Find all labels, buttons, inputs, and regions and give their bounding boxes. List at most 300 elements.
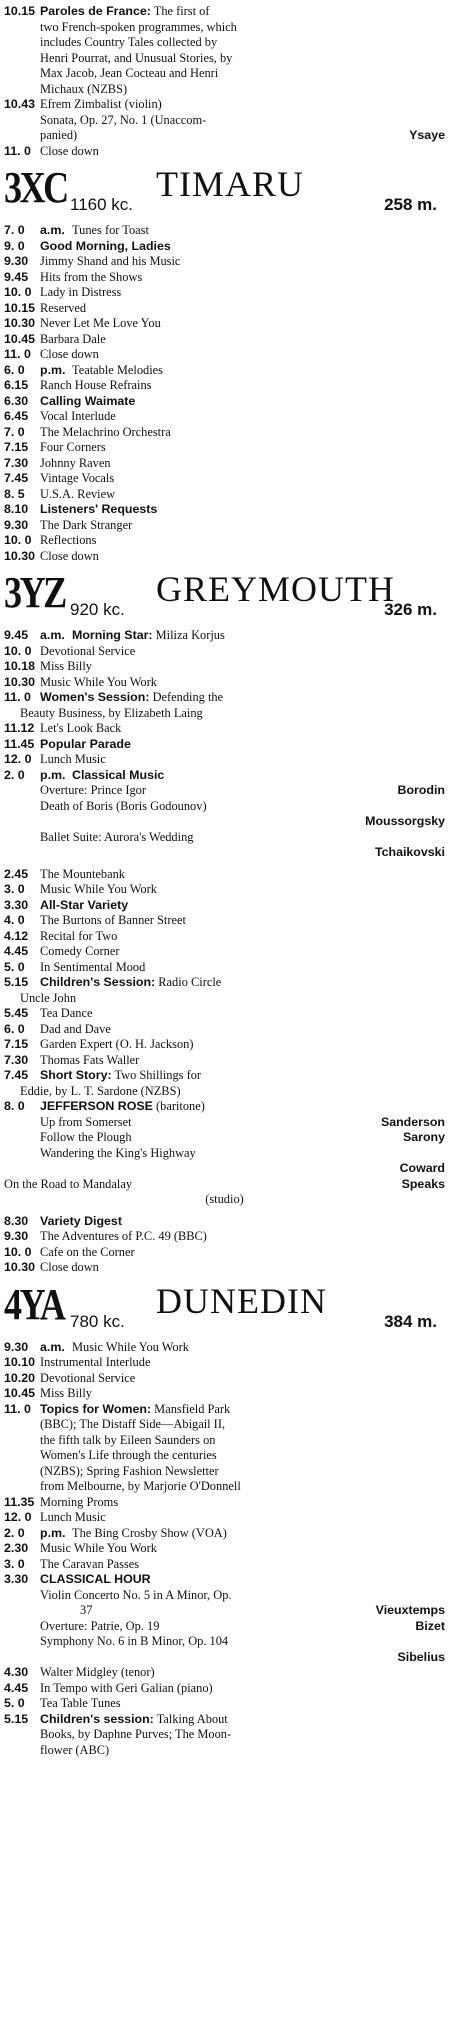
station-header (4, 568, 445, 622)
programme-description: Cafe on the Corner (40, 1244, 135, 1259)
continuation-line (4, 1464, 445, 1480)
programme-text (40, 144, 445, 160)
programme-description: Close down (40, 1260, 99, 1274)
programme-text (40, 270, 445, 286)
programme-text (40, 471, 445, 487)
programme-time: 7.30 (4, 1052, 29, 1067)
programme-text (40, 1510, 445, 1526)
programme-text (40, 1541, 445, 1557)
programme-time: 8. 0 (4, 1099, 25, 1113)
programme-row (4, 867, 445, 883)
programme-title: Women's Session: (40, 690, 150, 704)
programme-description: Thomas Fats Waller (40, 1052, 140, 1067)
programme-description: In Tempo with Geri Galian (piano) (40, 1680, 213, 1695)
continuation-text: Henri Pourrat, and Unusual Stories, by (40, 50, 233, 65)
programme-text (40, 347, 445, 363)
programme-time: 9. 0 (4, 238, 25, 253)
station-wavelength: 384 m. (384, 1311, 437, 1331)
programme-row (4, 1099, 445, 1115)
programme-row (4, 1510, 445, 1526)
musical-work (4, 783, 445, 799)
continuation-line (4, 1727, 445, 1743)
programme-description: Let's Look Back (40, 721, 122, 735)
programme-text (40, 549, 445, 565)
programme-text (40, 929, 445, 945)
programme-time: 10.30 (4, 316, 36, 330)
programme-row (4, 254, 445, 270)
programme-text (40, 239, 445, 255)
programme-time: 8.10 (4, 502, 29, 516)
programme-description: Comedy Corner (40, 944, 120, 958)
continuation-line (4, 1433, 445, 1449)
programme-description: The Melachrino Orchestra (40, 424, 171, 439)
programme-title: Paroles de France: (40, 4, 151, 18)
programme-row (4, 1386, 445, 1402)
programme-text (40, 1386, 445, 1402)
programme-time: 5.15 (4, 975, 29, 989)
musical-work (4, 799, 445, 815)
programme-title: Children's Session: (40, 975, 156, 989)
programme-time: 10.15 (4, 300, 36, 315)
continuation-line (4, 35, 445, 51)
programme-time: 10.45 (4, 331, 36, 346)
programme-description: Devotional Service (40, 643, 136, 658)
programme-row (4, 960, 445, 976)
composer-name: Borodin (397, 783, 445, 797)
programme-row (4, 752, 445, 768)
programme-time: 6.30 (4, 393, 29, 408)
programme-text (40, 1495, 445, 1511)
programme-description: U.S.A. Review (40, 486, 116, 501)
programme-row (4, 1402, 445, 1418)
programme-time: 7. 0 (4, 424, 25, 439)
work-title: Death of Boris (Boris Godounov) (40, 798, 207, 813)
programme-text (40, 332, 445, 348)
programme-text (40, 659, 445, 675)
programme-text (40, 425, 445, 441)
station-wavelength: 258 m. (384, 195, 437, 214)
programme-time: 7.30 (4, 455, 29, 470)
musical-work (4, 1634, 445, 1650)
programme-time: 7.45 (4, 471, 29, 485)
programme-row (4, 1037, 445, 1053)
programme-row (4, 768, 445, 784)
programme-description: Reflections (40, 533, 97, 547)
programme-time: 9.30 (4, 1229, 29, 1243)
programme-text (40, 1402, 445, 1418)
programme-row (4, 270, 445, 286)
station-callsign: 4YA (4, 1279, 64, 1329)
programme-row (4, 316, 445, 332)
programme-text (40, 882, 445, 898)
continuation-line (4, 1448, 445, 1464)
programme-row (4, 1712, 445, 1728)
programme-time: 9.45 (4, 628, 29, 642)
continuation-line (4, 51, 445, 67)
programme-time: 7.15 (4, 1037, 29, 1051)
programme-time: 10.10 (4, 1355, 36, 1369)
programme-title: All-Star Variety (40, 897, 129, 912)
programme-time: 12. 0 (4, 1510, 32, 1524)
programme-time: 8. 5 (4, 486, 25, 501)
work-title: Violin Concerto No. 5 in A Minor, Op. (40, 1587, 232, 1602)
continuation-text: (studio) (205, 1192, 244, 1206)
programme-description: Recital for Two (40, 928, 118, 943)
programme-time: 10. 0 (4, 643, 32, 658)
continuation-line (4, 991, 445, 1007)
programme-description: Four Corners (40, 440, 106, 454)
programme-text (40, 1665, 445, 1681)
programme-row (4, 549, 445, 565)
programme-row (4, 518, 445, 534)
programme-text (72, 363, 445, 379)
programme-text (40, 1371, 445, 1387)
programme-text (40, 1572, 445, 1588)
programme-time: 2.30 (4, 1541, 29, 1555)
programme-row (4, 144, 445, 160)
musical-work (4, 1603, 445, 1619)
programme-description: Miliza Korjus (155, 628, 225, 642)
programme-description: The Mountebank (40, 866, 125, 881)
programme-time: 4. 0 (4, 913, 25, 927)
programme-time: 6. 0 (4, 1021, 25, 1036)
continuation-line (4, 128, 445, 144)
programme-row (4, 239, 445, 255)
programme-text (40, 285, 445, 301)
programme-description: The Adventures of P.C. 49 (BBC) (40, 1229, 207, 1243)
programme-time: 2. 0 (4, 767, 25, 782)
continuation-line (4, 66, 445, 82)
programme-row (4, 1229, 445, 1245)
programme-time: 10.45 (4, 1386, 36, 1400)
programme-row (4, 1681, 445, 1697)
station-header (4, 163, 445, 217)
programme-time: 10.18 (4, 659, 36, 673)
station-city: GREYMOUTH (156, 569, 395, 609)
continuation-text: Michaux (NZBS) (40, 81, 128, 96)
continuation-text: from Melbourne, by Marjorie O'Donnell (40, 1479, 241, 1493)
programme-time: 4.45 (4, 1680, 29, 1695)
programme-description: Devotional Service (40, 1370, 136, 1385)
continuation-text: Max Jacob, Jean Cocteau and Henri (40, 66, 219, 80)
work-title: Follow the Plough (40, 1130, 132, 1144)
station-section (4, 1280, 445, 1759)
programme-text (40, 1260, 445, 1276)
programme-description: Miss Billy (40, 659, 92, 673)
programme-text (40, 394, 445, 410)
programme-description: Teatable Melodies (72, 362, 163, 377)
continuation-line (4, 20, 445, 36)
station-frequency: 780 kc. (70, 1311, 125, 1331)
station-callsign: 3XC (4, 163, 67, 212)
programme-title: Calling Waimate (40, 393, 136, 408)
station-header (4, 1280, 445, 1334)
composer-name: Ysaye (409, 128, 445, 142)
programme-description: Music While You Work (40, 882, 157, 896)
programme-time: 12. 0 (4, 752, 32, 766)
programme-row (4, 975, 445, 991)
programme-row (4, 1022, 445, 1038)
programme-text (40, 97, 445, 113)
programme-description: Lunch Music (40, 1510, 106, 1524)
programme-text (40, 4, 445, 20)
continuation-line (4, 1192, 445, 1208)
programme-text (40, 301, 445, 317)
programme-meridiem: a.m. (40, 223, 65, 237)
programme-row (4, 301, 445, 317)
programme-row (4, 1557, 445, 1573)
programme-row (4, 1355, 445, 1371)
programme-time: 11. 0 (4, 347, 31, 361)
programme-description: Lady in Distress (40, 285, 122, 299)
programme-time: 10. 0 (4, 1244, 32, 1259)
programme-time: 11.45 (4, 736, 35, 751)
programme-description: The Burtons of Banner Street (40, 913, 186, 927)
programme-row (4, 1371, 445, 1387)
programme-text (40, 1022, 445, 1038)
continuation-line (4, 113, 445, 129)
programme-time: 4.12 (4, 928, 29, 943)
programme-time: 2.45 (4, 866, 29, 881)
programme-row (4, 882, 445, 898)
work-title: Overture: Patrie, Op. 19 (40, 1618, 160, 1633)
programme-row (4, 347, 445, 363)
programme-text (40, 533, 445, 549)
programme-row (4, 1006, 445, 1022)
programme-description: Tea Table Tunes (40, 1696, 121, 1710)
programme-description: Never Let Me Love You (40, 316, 161, 330)
programme-row (4, 1526, 445, 1542)
programme-text (40, 975, 445, 991)
programme-text (40, 1696, 445, 1712)
programme-description: Close down (40, 548, 99, 563)
programme-row (4, 628, 445, 644)
composer-name: Vieuxtemps (375, 1603, 445, 1617)
programme-row (4, 1541, 445, 1557)
programme-time: 3. 0 (4, 882, 25, 896)
programme-row (4, 737, 445, 753)
programme-description: Miss Billy (40, 1386, 92, 1400)
programme-time: 9.30 (4, 254, 29, 268)
continuation-text: Uncle John (20, 990, 77, 1005)
programme-time: 9.30 (4, 517, 29, 532)
programme-meridiem: p.m. (40, 1525, 66, 1540)
programme-text (40, 721, 445, 737)
programme-description: (baritone) (156, 1099, 205, 1113)
composer-name: Speaks (401, 1176, 445, 1191)
programme-time: 3.30 (4, 1572, 29, 1586)
programme-time: 5. 0 (4, 1696, 25, 1710)
programme-time: 10.20 (4, 1370, 36, 1385)
programme-title: Topics for Women: (40, 1401, 152, 1416)
programme-text (40, 440, 445, 456)
programme-row (4, 502, 445, 518)
continuation-text: the fifth talk by Eileen Saunders on (40, 1432, 216, 1447)
programme-row (4, 223, 445, 239)
composer-name: Sarony (402, 1130, 445, 1144)
musical-work (4, 1146, 445, 1162)
programme-description: Defending the (152, 690, 224, 704)
musical-work (4, 1588, 445, 1604)
programme-row (4, 1665, 445, 1681)
work-title: Overture: Prince Igor (40, 783, 146, 797)
programme-row (4, 1214, 445, 1230)
programme-row (4, 929, 445, 945)
programme-description: Close down (40, 347, 99, 361)
continuation-text: two French-spoken programmes, which (40, 19, 237, 34)
programme-description: The Caravan Passes (40, 1556, 140, 1571)
programme-row (4, 1340, 445, 1356)
programme-time: 11.12 (4, 721, 35, 735)
programme-text (40, 944, 445, 960)
programme-row (4, 285, 445, 301)
programme-time: 8.30 (4, 1213, 29, 1228)
programme-time: 5.45 (4, 1006, 29, 1020)
programme-text (72, 628, 445, 644)
programme-text (40, 1229, 445, 1245)
programme-row (4, 721, 445, 737)
musical-work (4, 1115, 445, 1131)
programme-time: 10. 0 (4, 285, 32, 299)
programme-time: 7.45 (4, 1068, 29, 1082)
station-city: DUNEDIN (156, 1280, 327, 1321)
programme-description: Morning Proms (40, 1494, 119, 1509)
programme-title: Morning Star: (72, 628, 153, 642)
composer-name: Sanderson (380, 1114, 445, 1129)
programme-text (40, 960, 445, 976)
composer-name: Tchaikovski (374, 845, 445, 859)
programme-text (40, 518, 445, 534)
programme-meridiem: a.m. (40, 628, 65, 642)
programme-text (40, 1355, 445, 1371)
programme-description: Talking About (156, 1711, 228, 1726)
programme-description: Tunes for Toast (72, 223, 149, 237)
programme-title: JEFFERSON ROSE (40, 1099, 153, 1113)
programme-text (40, 867, 445, 883)
programme-time: 10.30 (4, 1260, 36, 1274)
continuation-text: (BBC); The Distaff Side—Abigail II, (40, 1417, 226, 1431)
programme-description: The first of (153, 4, 210, 18)
programme-title: Listeners' Requests (40, 502, 158, 516)
work-title: Symphony No. 6 in B Minor, Op. 104 (40, 1634, 229, 1648)
programme-row (4, 378, 445, 394)
station-frequency: 920 kc. (70, 600, 125, 619)
programme-text (72, 1526, 445, 1542)
programme-text (40, 1053, 445, 1069)
continuation-text: includes Country Tales collected by (40, 35, 218, 49)
programme-description: Music While You Work (40, 1541, 157, 1555)
programme-time: 11. 0 (4, 690, 31, 704)
programme-description: Lunch Music (40, 752, 106, 766)
programme-row (4, 1068, 445, 1084)
programme-time: 4.45 (4, 944, 29, 958)
musical-work (4, 1177, 445, 1193)
station-city: TIMARU (156, 164, 304, 204)
programme-text (40, 1245, 445, 1261)
programme-text (40, 254, 445, 270)
programme-time: 9.30 (4, 1339, 29, 1354)
programme-row (4, 487, 445, 503)
programme-text (40, 1214, 445, 1230)
programme-description: Vocal Interlude (40, 409, 116, 423)
programme-text (40, 316, 445, 332)
work-title: 37 (80, 1603, 93, 1617)
programme-text (40, 456, 445, 472)
programme-row (4, 394, 445, 410)
composer-name: Bizet (415, 1618, 445, 1633)
programme-row (4, 644, 445, 660)
musical-work (4, 1619, 445, 1635)
programme-row (4, 440, 445, 456)
work-title: Ballet Suite: Aurora's Wedding (40, 829, 194, 844)
programme-text (40, 675, 445, 691)
programme-time: 7.15 (4, 440, 29, 454)
programme-row (4, 898, 445, 914)
composer-name: Moussorgsky (365, 814, 445, 828)
work-title: Up from Somerset (40, 1114, 132, 1129)
programme-time: 5.15 (4, 1711, 29, 1726)
programme-text (40, 502, 445, 518)
programme-time: 11.35 (4, 1494, 35, 1509)
station-callsign: 3YZ (4, 568, 65, 617)
programme-row (4, 1245, 445, 1261)
programme-time: 11. 0 (4, 1401, 31, 1416)
programme-text (40, 1006, 445, 1022)
programme-time: 3. 0 (4, 1556, 25, 1571)
programme-description: Instrumental Interlude (40, 1355, 151, 1369)
programme-title: Classical Music (72, 767, 165, 782)
composer-name: Coward (399, 1161, 445, 1175)
programme-text (40, 1681, 445, 1697)
programme-row (4, 1572, 445, 1588)
programme-time: 10.30 (4, 548, 36, 563)
programme-description: Hits from the Shows (40, 269, 143, 284)
programme-row (4, 675, 445, 691)
programme-row (4, 690, 445, 706)
programme-row (4, 1495, 445, 1511)
programme-meridiem: a.m. (40, 1339, 65, 1354)
continuation-text: (NZBS); Spring Fashion Newsletter (40, 1463, 219, 1478)
programme-text (40, 378, 445, 394)
continuation-line (4, 1743, 445, 1759)
programme-description: Johnny Raven (40, 455, 111, 470)
programme-description: The Dark Stranger (40, 517, 133, 532)
programme-time: 9.45 (4, 269, 29, 284)
programme-row (4, 1260, 445, 1276)
continuation-line (4, 1417, 445, 1433)
programme-description: Barbara Dale (40, 331, 106, 346)
programme-time: 11. 0 (4, 143, 31, 158)
continuation-text: Eddie, by L. T. Sardone (NZBS) (20, 1083, 181, 1098)
programme-row (4, 1053, 445, 1069)
programme-title: Variety Digest (40, 1213, 122, 1228)
programme-text (40, 1557, 445, 1573)
programme-description: Tea Dance (40, 1006, 93, 1020)
continuation-text: Women's Life through the centuries (40, 1448, 217, 1462)
continuation-text: flower (ABC) (40, 1742, 110, 1757)
programme-description: Dad and Dave (40, 1021, 111, 1036)
musical-work (4, 1130, 445, 1146)
programme-description: Radio Circle (158, 975, 222, 989)
programme-row (4, 944, 445, 960)
programme-text (40, 1068, 445, 1084)
programme-text (40, 898, 445, 914)
programme-title: Children's session: (40, 1711, 154, 1726)
programme-time: 10.15 (4, 4, 36, 18)
programme-title: Popular Parade (40, 736, 131, 751)
programme-time: 7. 0 (4, 223, 25, 237)
programme-row (4, 913, 445, 929)
